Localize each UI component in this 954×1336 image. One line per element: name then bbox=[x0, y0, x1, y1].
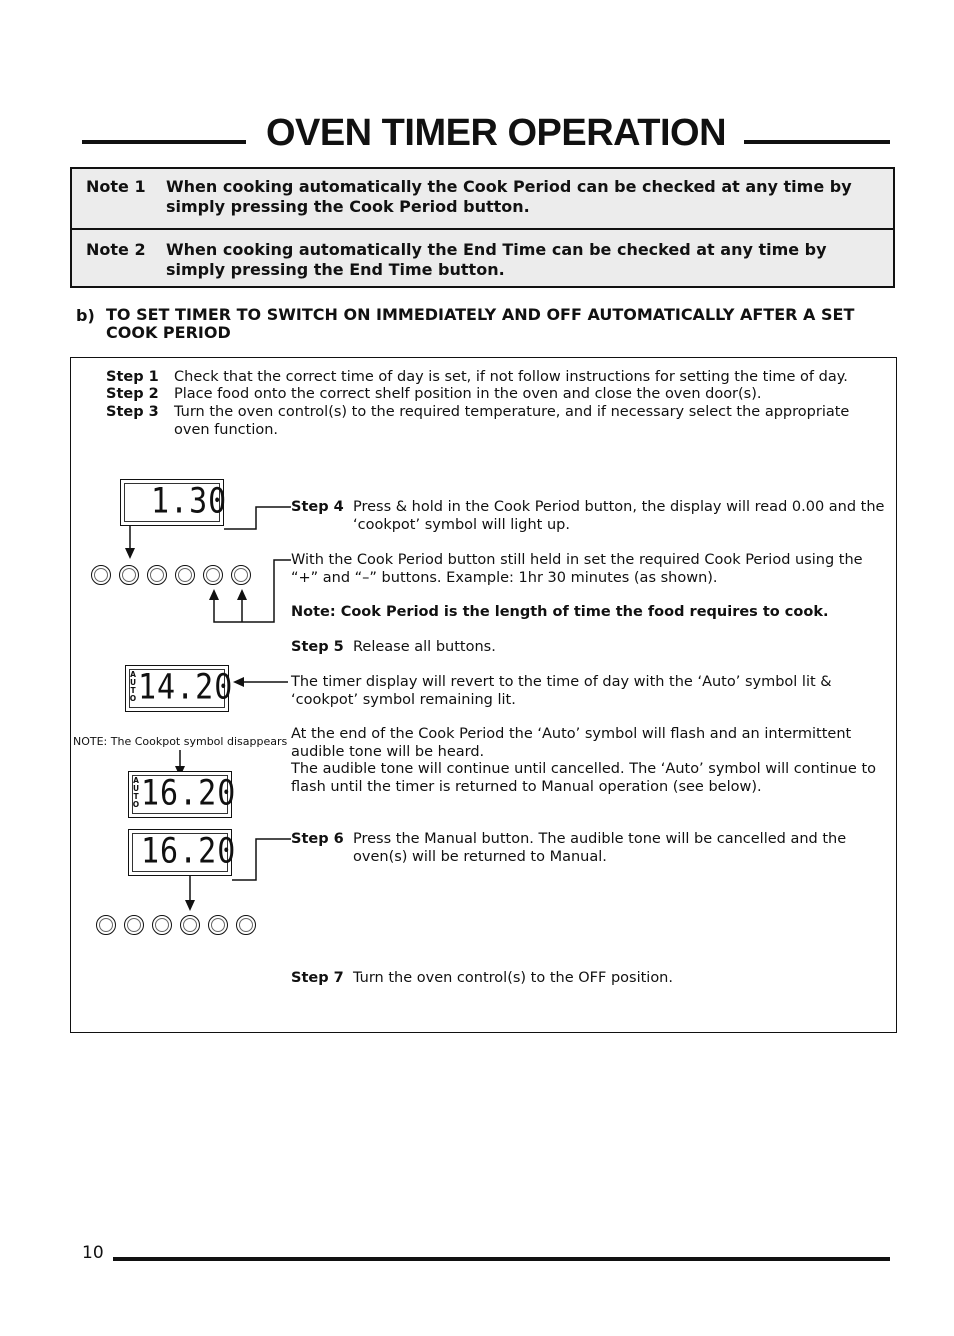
auto-letter: U bbox=[129, 678, 137, 687]
step-1-label: Step 1 bbox=[106, 369, 159, 385]
timer-button-6[interactable] bbox=[236, 915, 256, 935]
step-5-label: Step 5 bbox=[291, 639, 344, 655]
timer-button-1[interactable] bbox=[91, 565, 111, 585]
step-7-text: Turn the oven control(s) to the OFF position. bbox=[353, 970, 673, 986]
timer-button-5[interactable] bbox=[208, 915, 228, 935]
timer-button-1[interactable] bbox=[96, 915, 116, 935]
step-6-text: Press the Manual button. The audible tone will be cancelled and the oven(s) will be returned to Manual. bbox=[353, 831, 847, 865]
display-digits: 1.30 bbox=[151, 481, 228, 522]
timer-display-auto bbox=[125, 665, 234, 712]
auto-letter: O bbox=[132, 800, 140, 809]
step-2-label: Step 2 bbox=[106, 386, 159, 402]
step-1-text: Check that the correct time of day is set, if not follow instructions for setting the time of day. bbox=[174, 369, 848, 385]
note-2-label: Note 2 bbox=[86, 240, 146, 259]
timer-button-manual[interactable] bbox=[180, 915, 200, 935]
display-digits: 14.20 bbox=[138, 667, 234, 708]
step-6-label: Step 6 bbox=[291, 831, 344, 847]
cookpot-note: NOTE: The Cookpot symbol disappears bbox=[73, 735, 288, 748]
step-5-revert-text: The timer display will revert to the time of day with the ‘Auto’ symbol lit & ‘cookpot’ symbol remaining lit. bbox=[291, 674, 832, 708]
page-title: OVEN TIMER OPERATION bbox=[265, 112, 727, 154]
step-3-label: Step 3 bbox=[106, 404, 159, 420]
note-1-label: Note 1 bbox=[86, 177, 146, 196]
timer-display-cook-period bbox=[120, 479, 228, 526]
timer-display-manual bbox=[128, 829, 237, 876]
page-number: 10 bbox=[82, 1243, 104, 1263]
auto-letter: T bbox=[133, 792, 139, 801]
note-1-text: When cooking automatically the Cook Period can be checked at any time by simply pressing the Cook Period button. bbox=[166, 177, 852, 216]
timer-button-2[interactable] bbox=[119, 565, 139, 585]
timer-button-3[interactable] bbox=[152, 915, 172, 935]
section-letter: b) bbox=[76, 306, 95, 325]
note-2-text: When cooking automatically the End Time can be checked at any time by simply pressing the End Time button. bbox=[166, 240, 827, 279]
auto-letter: O bbox=[129, 694, 137, 703]
step-3-text: Turn the oven control(s) to the required temperature, and if necessary select the appropriate oven function. bbox=[174, 404, 850, 438]
auto-letter: A bbox=[133, 776, 139, 785]
step-4-continued: With the Cook Period button still held in set the required Cook Period using the “+” and “–” buttons. Example: 1hr 30 minutes (as shown). bbox=[291, 552, 863, 586]
footer-rule bbox=[113, 1257, 890, 1261]
step-2-text: Place food onto the correct shelf position in the oven and close the oven door(s). bbox=[174, 386, 762, 402]
auto-letter: T bbox=[130, 686, 136, 695]
timer-display-auto-flashing bbox=[128, 771, 237, 818]
auto-letter: A bbox=[130, 670, 136, 679]
auto-symbol bbox=[129, 671, 137, 703]
auto-letter: U bbox=[132, 784, 140, 793]
step-4-text: Press & hold in the Cook Period button, the display will read 0.00 and the ‘cookpot’ symbol will light up. bbox=[353, 499, 885, 533]
step-4-label: Step 4 bbox=[291, 499, 344, 515]
timer-button-plus[interactable] bbox=[203, 565, 223, 585]
cook-period-note: Note: Cook Period is the length of time the food requires to cook. bbox=[291, 604, 829, 620]
step-5-end-text: At the end of the Cook Period the ‘Auto’ symbol will flash and an intermittent audible tone will be heard. bbox=[291, 726, 852, 760]
timer-button-4[interactable] bbox=[175, 565, 195, 585]
timer-button-2[interactable] bbox=[124, 915, 144, 935]
step-5-text: Release all buttons. bbox=[353, 639, 496, 655]
step-7-label: Step 7 bbox=[291, 970, 344, 986]
step-5-tone-text: The audible tone will continue until cancelled. The ‘Auto’ symbol will continue to flash until the timer is returned to Manual operation (see below). bbox=[291, 761, 877, 795]
timer-button-minus[interactable] bbox=[231, 565, 251, 585]
section-title: TO SET TIMER TO SWITCH ON IMMEDIATELY AND OFF AUTOMATICALLY AFTER A SET COOK PERIOD bbox=[106, 305, 855, 342]
display-digits: 16.20 bbox=[141, 773, 237, 814]
auto-symbol-flashing bbox=[132, 777, 140, 809]
display-digits: 16.20 bbox=[141, 831, 237, 872]
timer-button-3[interactable] bbox=[147, 565, 167, 585]
